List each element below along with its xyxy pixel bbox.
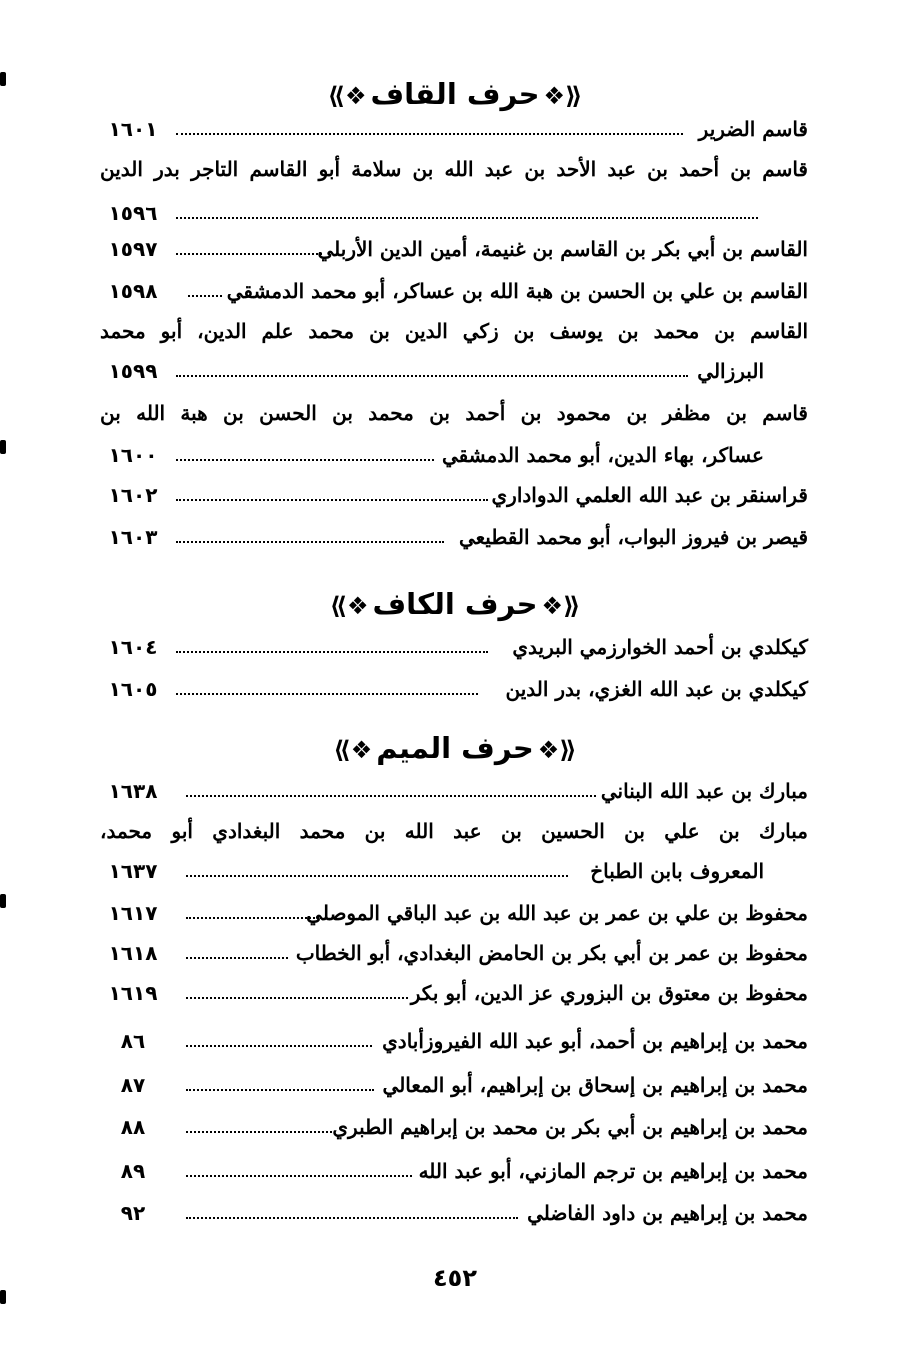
leader-dots [186,1217,518,1219]
entry-page-number: ١٦٠٥ [108,677,158,701]
leader-dots [186,1045,372,1047]
leader-dots [186,917,322,919]
entry-page-number: ١٦٣٨ [108,779,158,803]
ornament-right-icon: ❖⟫ [329,592,369,620]
leader-dots [176,253,322,255]
leader-dots [188,295,222,297]
section-heading-kaf: ⟪❖حرف الكاف❖⟫ [0,584,910,626]
entry-name: القاسم بن أبي بكر بن القاسم بن غنيمة، أمين الدين الأربلي [317,237,808,261]
scan-margin-mark [0,72,6,86]
entry-page-number: ١٦٠٢ [108,483,158,507]
index-entry [100,196,808,230]
entry-page-number: ١٦١٨ [108,941,158,965]
entry-page-number: ٨٦ [120,1029,146,1053]
scan-margin-mark [0,894,6,908]
leader-dots [186,875,568,877]
entry-name: مبارك بن علي بن الحسين بن عبد الله بن محمد البغدادي أبو محمد، [100,819,808,843]
entry-name-continued: عساكر، بهاء الدين، أبو محمد الدمشقي [441,443,764,467]
index-entry [100,672,808,706]
entry-page-number: ١٦١٧ [108,901,158,925]
entry-page-number: ١٥٩٩ [108,359,158,383]
leader-dots [186,1175,412,1177]
index-entry [100,1154,808,1188]
entry-page-number: ١٦١٩ [108,981,158,1005]
entry-name: محمد بن إبراهيم بن أبي بكر بن محمد بن إبراهيم الطبري [332,1115,808,1139]
index-entry [100,520,808,554]
entry-name: قاسم الضرير [698,117,808,141]
entry-page-number: ٩٢ [120,1201,146,1225]
entry-name: قاسم بن مظفر بن محمود بن أحمد بن محمد بن الحسن بن هبة الله بن [100,401,808,425]
entry-name: محفوظ بن معتوق بن البزوري عز الدين، أبو بكر [410,981,808,1005]
leader-dots [176,499,488,501]
index-entry [100,112,808,146]
entry-name-continued: البرزالي [697,359,764,383]
entry-name: محمد بن إبراهيم بن داود الفاضلي [527,1201,808,1225]
index-entry [100,232,808,266]
index-entry-line [100,814,808,848]
index-entry [100,354,808,388]
index-entry [100,630,808,664]
entry-name-continued: المعروف بابن الطباخ [590,859,764,883]
section-heading-meem: ⟪❖حرف الميم❖⟫ [0,728,910,770]
entry-page-number: ٨٨ [120,1115,146,1139]
index-entry [100,1196,808,1230]
entry-name: قاسم بن أحمد بن عبد الأحد بن عبد الله بن سلامة أبو القاسم التاجر بدر الدين [100,157,808,181]
entry-name: قيصر بن فيروز البواب، أبو محمد القطيعي [458,525,808,549]
leader-dots [176,133,683,135]
entry-page-number: ١٦٠٠ [108,443,158,467]
index-entry-line [100,396,808,430]
entry-page-number: ١٥٩٨ [108,279,158,303]
entry-page-number: ١٦٠٣ [108,525,158,549]
scan-margin-mark [0,1290,6,1304]
index-entry [100,1110,808,1144]
entry-name: كيكلدي بن عبد الله الغزي، بدر الدين [505,677,808,701]
ornament-right-icon: ❖⟫ [327,82,367,110]
entry-page-number: ١٥٩٧ [108,237,158,261]
entry-name: مبارك بن عبد الله البناني [600,779,808,803]
entry-name: محمد بن إبراهيم بن أحمد، أبو عبد الله الفيروزأبادي [382,1029,808,1053]
index-entry [100,854,808,888]
leader-dots [186,1089,374,1091]
leader-dots [176,217,758,219]
ornament-left-icon: ⟪❖ [541,592,581,620]
index-entry [100,976,808,1010]
index-entry [100,478,808,512]
entry-page-number: ١٦٠٤ [108,635,158,659]
entry-name: كيكلدي بن أحمد الخوارزمي البريدي [512,635,808,659]
leader-dots [176,693,478,695]
ornament-left-icon: ⟪❖ [543,82,583,110]
index-entry [100,896,808,930]
entry-name: قراسنقر بن عبد الله العلمي الدواداري [491,483,808,507]
leader-dots [186,795,596,797]
leader-dots [176,375,688,377]
ornament-left-icon: ⟪❖ [537,736,577,764]
index-entry [100,1024,808,1058]
entry-page-number: ١٦٣٧ [108,859,158,883]
leader-dots [176,651,488,653]
page-number: ٤٥٢ [433,1264,477,1292]
index-entry [100,1068,808,1102]
entry-name: محفوظ بن عمر بن أبي بكر بن الحامض البغدادي، أبو الخطاب [295,941,808,965]
leader-dots [176,541,444,543]
index-entry-line [100,152,808,186]
entry-page-number: ٨٩ [120,1159,146,1183]
section-heading-qaf: ⟪❖حرف القاف❖⟫ [0,74,910,116]
index-entry [100,774,808,808]
entry-page-number: ١٦٠١ [108,117,158,141]
entry-name: القاسم بن علي بن الحسن بن هبة الله بن عساكر، أبو محمد الدمشقي [226,279,808,303]
index-entry-line [100,314,808,348]
entry-page-number: ٨٧ [120,1073,146,1097]
entry-name: محمد بن إبراهيم بن ترجم المازني، أبو عبد الله [418,1159,808,1183]
index-entry [100,438,808,472]
entry-name: محمد بن إبراهيم بن إسحاق بن إبراهيم، أبو المعالي [382,1073,808,1097]
leader-dots [186,997,408,999]
scan-margin-mark [0,440,6,454]
ornament-right-icon: ❖⟫ [333,736,373,764]
entry-name: محفوظ بن علي بن عمر بن عبد الله بن عبد الباقي الموصلي [306,901,808,925]
entry-name: القاسم بن محمد بن يوسف بن زكي الدين بن محمد علم الدين، أبو محمد [100,319,808,343]
entry-page-number: ١٥٩٦ [108,201,158,225]
leader-dots [186,1131,332,1133]
leader-dots [186,957,288,959]
index-entry [100,936,808,970]
leader-dots [176,459,434,461]
index-entry [100,274,808,308]
